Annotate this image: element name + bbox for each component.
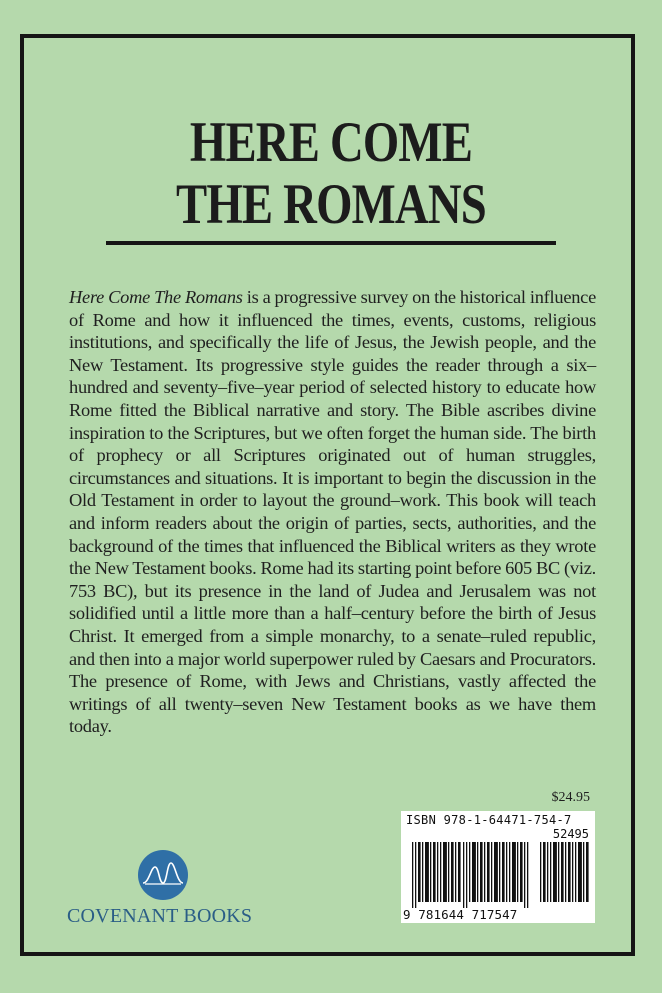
- book-title: [60, 112, 603, 236]
- blurb-text: is a progressive survey on the historical influence of Rome and how it influenced the times, events, customs, religious institutions, and specifically the life of Jesus, the Jewish people, and the New Testament. Its progressive style guides the reader through a six–hundred and seventy–five–year period of selected history to educate how Rome fitted the Biblical narrative and story. The Bible ascribes divine inspiration to the Scriptures, but we often forget the human side. The birth of prophecy or all Scriptures originated out of human struggles, circumstances and situations. It is important to begin the discussion in the Old Testament in order to layout the ground–work. This book will teach and inform readers about the origin of parties, sects, authorities, and the background of the times that influenced the Biblical writers as they wrote the New Testament books. Rome had its starting point before 605 BC (viz. 753 BC), but its presence in the land of Judea and Jerusalem was not solidified until a little more than a half–century before the birth of Jesus Christ. It emerged from a simple monarchy, to a senate–ruled republic, and then into a major world superpower ruled by Caesars and Procurators. The presence of Rome, with Jews and Christians, vastly affected the writings of all twenty–seven New Testament books as we have them today.: [69, 287, 597, 737]
- back-cover-blurb: [69, 286, 596, 738]
- title-line-1: HERE COME: [189, 111, 473, 174]
- publisher-name: COVENANT BOOKS: [67, 905, 253, 927]
- title-divider: [106, 241, 556, 245]
- price-label: $24.95: [551, 790, 590, 805]
- isbn-barcode: [401, 811, 595, 923]
- ean-digits: 9 781644 717547: [403, 907, 518, 922]
- ean-barcode-bars: [407, 842, 532, 908]
- isbn-label: ISBN 978-1-64471-754-7: [406, 813, 572, 827]
- price-code: 52495: [552, 827, 589, 841]
- title-line-2: THE ROMANS: [176, 173, 486, 236]
- price-barcode-bars: [539, 842, 591, 902]
- blurb-book-title: Here Come The Romans: [69, 287, 243, 307]
- covenant-books-logo-icon: [137, 847, 189, 903]
